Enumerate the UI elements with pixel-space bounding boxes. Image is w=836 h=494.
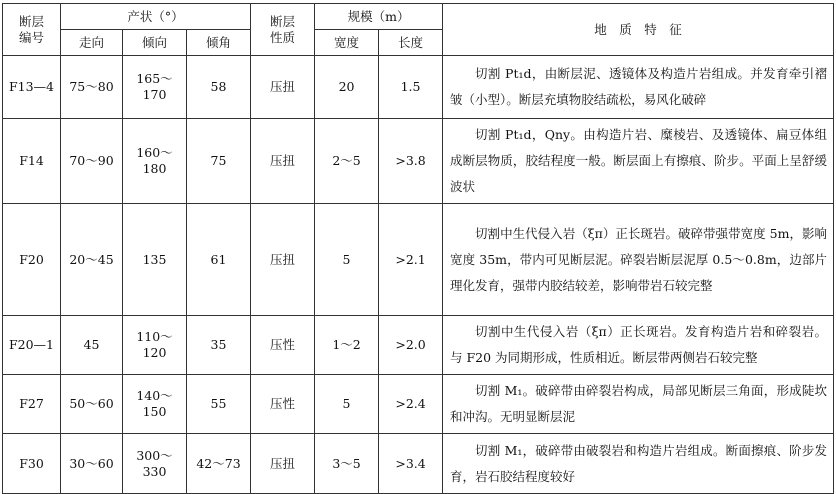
cell-dip-angle: 35: [187, 316, 251, 375]
cell-length: >2.0: [379, 316, 443, 375]
table-row: [3, 56, 834, 119]
cell-dip-direction: 300～330: [123, 434, 187, 494]
header-dip-angle: 倾角: [187, 30, 251, 56]
table-row: [3, 204, 834, 316]
cell-fault-id: F20—1: [3, 316, 61, 375]
cell-strike: 20～45: [61, 204, 123, 316]
table-row: [3, 375, 834, 434]
cell-nature: 压性: [251, 316, 315, 375]
cell-features: 切割 Pt₁d，Qny。由构造片岩、糜棱岩、及透镜体、扁豆体组成断层物质，胶结程度一般。断层面上有擦痕、阶步。平面上呈舒缓波状: [443, 119, 834, 204]
cell-nature: 压扭: [251, 56, 315, 119]
cell-width: 3～5: [315, 434, 379, 494]
cell-length: 1.5: [379, 56, 443, 119]
cell-nature: 压性: [251, 375, 315, 434]
cell-dip-direction: 110～120: [123, 316, 187, 375]
header-fault-nature: 断层 性质: [251, 4, 315, 56]
header-row-top: [3, 4, 834, 30]
cell-width: 2～5: [315, 119, 379, 204]
cell-width: 5: [315, 204, 379, 316]
cell-length: >2.1: [379, 204, 443, 316]
cell-length: >3.4: [379, 434, 443, 494]
header-geological-features: 地 质 特 征: [443, 4, 834, 56]
table-row: [3, 119, 834, 204]
cell-width: 1～2: [315, 316, 379, 375]
cell-dip-angle: 75: [187, 119, 251, 204]
cell-fault-id: F13—4: [3, 56, 61, 119]
cell-features: 切割 Pt₁d，由断层泥、透镜体及构造片岩组成。并发育牵引褶皱（小型）。断层充填物胶结疏松，易风化破碎: [443, 56, 834, 119]
cell-dip-angle: 61: [187, 204, 251, 316]
cell-dip-direction: 140～150: [123, 375, 187, 434]
header-length: 长度: [379, 30, 443, 56]
cell-length: >3.8: [379, 119, 443, 204]
header-strike: 走向: [61, 30, 123, 56]
cell-nature: 压扭: [251, 204, 315, 316]
cell-features: 切割 M₁，破碎带由破裂岩和构造片岩组成。断面擦痕、阶步发育，岩石胶结程度较好: [443, 434, 834, 494]
cell-strike: 70～90: [61, 119, 123, 204]
cell-dip-direction: 165～170: [123, 56, 187, 119]
cell-strike: 75～80: [61, 56, 123, 119]
cell-dip-angle: 55: [187, 375, 251, 434]
header-dip-direction: 倾向: [123, 30, 187, 56]
cell-nature: 压扭: [251, 434, 315, 494]
table-row: [3, 316, 834, 375]
header-fault-number: 断层 编号: [3, 4, 61, 56]
cell-fault-id: F27: [3, 375, 61, 434]
table-row: [3, 434, 834, 494]
cell-features: 切割中生代侵入岩（ξπ）正长斑岩。发育构造片岩和碎裂岩。与 F20 为同期形成，性质相近。断层带两侧岩石较完整: [443, 316, 834, 375]
cell-dip-direction: 160～180: [123, 119, 187, 204]
cell-nature: 压扭: [251, 119, 315, 204]
cell-strike: 50～60: [61, 375, 123, 434]
cell-features: 切割 M₁。破碎带由碎裂岩构成，局部见断层三角面，形成陡坎和冲沟。无明显断层泥: [443, 375, 834, 434]
cell-fault-id: F20: [3, 204, 61, 316]
cell-width: 20: [315, 56, 379, 119]
cell-fault-id: F14: [3, 119, 61, 204]
fault-table: [2, 3, 834, 494]
cell-dip-angle: 42～73: [187, 434, 251, 494]
cell-dip-angle: 58: [187, 56, 251, 119]
cell-features: 切割中生代侵入岩（ξπ）正长斑岩。破碎带强带宽度 5m，影响宽度 35m，带内可见断层泥。碎裂岩断层泥厚 0.5～0.8m，边部片理化发育，强带内胶结较差，影响带岩石较完整: [443, 204, 834, 316]
cell-strike: 45: [61, 316, 123, 375]
header-width: 宽度: [315, 30, 379, 56]
cell-dip-direction: 135: [123, 204, 187, 316]
cell-strike: 30～60: [61, 434, 123, 494]
header-scale: 规模（m）: [315, 4, 443, 30]
cell-fault-id: F30: [3, 434, 61, 494]
cell-width: 5: [315, 375, 379, 434]
cell-length: >2.4: [379, 375, 443, 434]
header-attitude: 产状（°）: [61, 4, 251, 30]
